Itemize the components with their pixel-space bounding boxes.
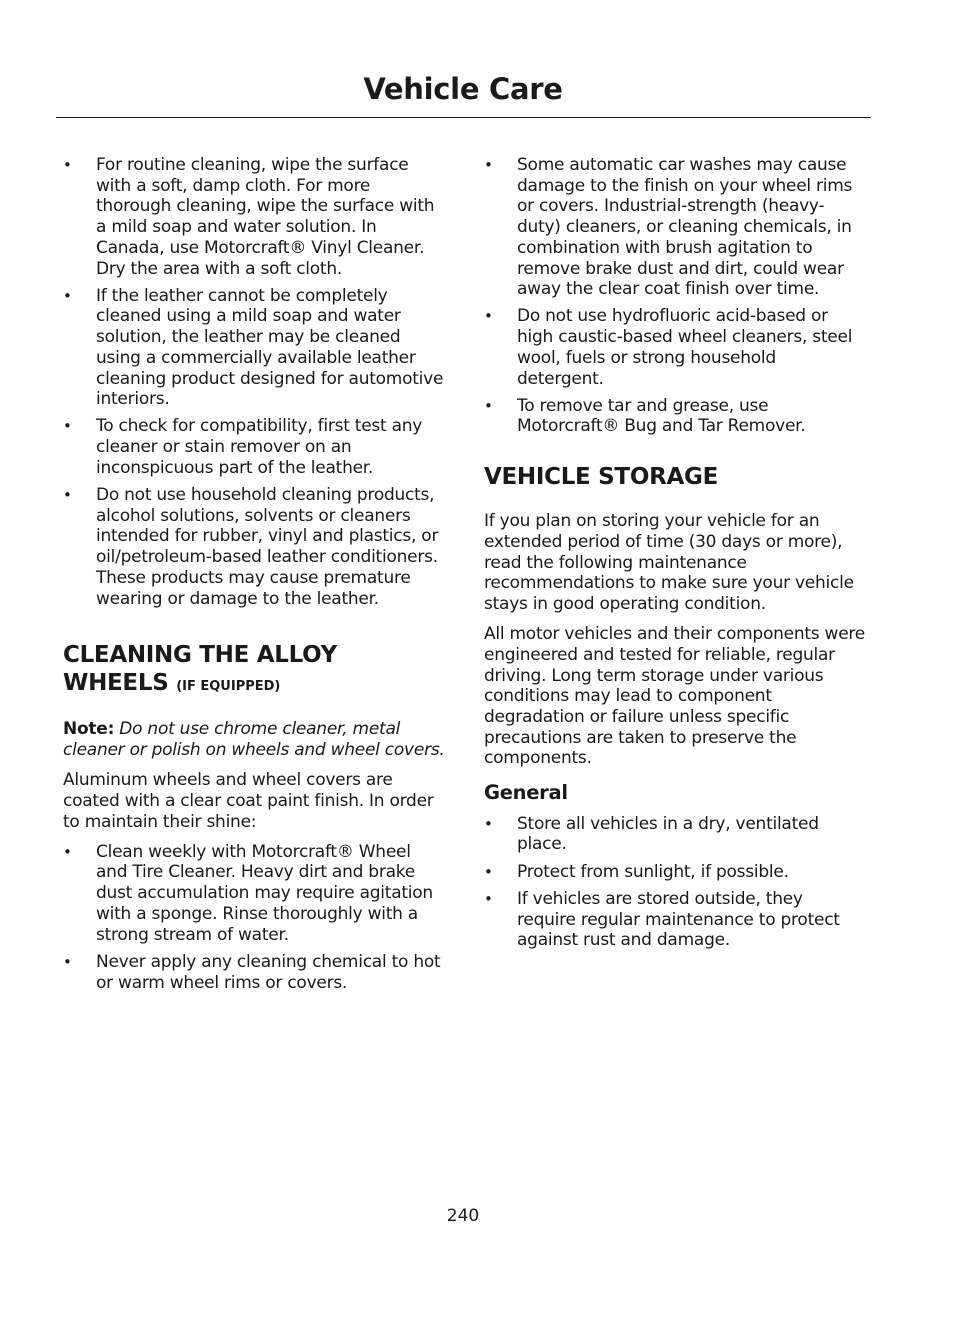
- vehicle-storage-heading: VEHICLE STORAGE: [484, 464, 718, 491]
- list-item: [63, 416, 445, 478]
- bullet-icon: •: [484, 156, 493, 174]
- list-item: [63, 842, 445, 946]
- list-item: [484, 814, 866, 855]
- list-item: [63, 952, 445, 993]
- list-item-text: Do not use household cleaning products, alcohol solutions, solvents or cleaners intended for rubber, vinyl and plastics, or oil/petroleum-based leather conditioners. These products may cause premature wearing or damage to the leather.: [96, 485, 439, 609]
- page-number: 240: [446, 1206, 480, 1226]
- list-item: [484, 862, 866, 883]
- wheel-care-list: [484, 155, 866, 437]
- general-heading: General: [484, 781, 568, 805]
- list-item-text: Some automatic car washes may cause damage to the finish on your wheel rims or covers. Industrial-strength (heavy-duty) cleaners, or cleaning chemicals, in combination with brush agitation to remove brake dust and dirt, could wear away the clear coat finish over time.: [517, 155, 853, 300]
- list-item-text: Never apply any cleaning chemical to hot or warm wheel rims or covers.: [96, 951, 441, 993]
- bullet-icon: •: [63, 842, 72, 861]
- list-item-text: Do not use hydrofluoric acid-based or high caustic-based wheel cleaners, steel wool, fuels or strong household detergent.: [517, 306, 853, 389]
- list-item: [63, 485, 445, 609]
- list-item-text: Clean weekly with Motorcraft® Wheel and Tire Cleaner. Heavy dirt and brake dust accumulation may require agitation with a sponge. Rinse thoroughly with a strong stream of water.: [96, 841, 433, 945]
- alloy-wheels-heading: [63, 641, 445, 701]
- alloy-paragraph: Aluminum wheels and wheel covers are coated with a clear coat paint finish. In order to maintain their shine:: [63, 770, 434, 832]
- left-column: [63, 155, 445, 1000]
- list-item-text: If the leather cannot be completely cleaned using a mild soap and water solution, the leather may be cleaned using a commercially available leather cleaning product designed for automotive interiors.: [96, 285, 444, 410]
- list-item-text: For routine cleaning, wipe the surface with a soft, damp cloth. For more thorough cleaning, wipe the surface with a mild soap and water solution. In Canada, use Motorcraft® Vinyl Cleaner. Dry the area with a soft cloth.: [96, 155, 435, 279]
- list-item: [63, 286, 445, 410]
- bullet-icon: •: [63, 486, 72, 505]
- if-equipped-label: (IF EQUIPPED): [176, 679, 281, 695]
- list-item: [63, 155, 445, 279]
- note-text: Do not use chrome cleaner, metal cleaner or polish on wheels and wheel covers.: [63, 719, 445, 760]
- bullet-icon: •: [63, 286, 72, 305]
- bullet-icon: •: [484, 889, 493, 908]
- list-item: [484, 889, 866, 951]
- list-item-text: If vehicles are stored outside, they require regular maintenance to protect against rust and damage.: [517, 888, 840, 951]
- leather-care-list: [63, 155, 445, 609]
- storage-paragraph: If you plan on storing your vehicle for an extended period of time (30 days or more), read the following maintenance recommendations to make sure your vehicle stays in good operating condition.: [484, 511, 854, 614]
- bullet-icon: •: [63, 952, 72, 971]
- right-column: [484, 155, 866, 958]
- alloy-care-list: [63, 842, 445, 993]
- note-label: Note:: [63, 719, 115, 740]
- storage-paragraph: All motor vehicles and their components were engineered and tested for reliable, regular driving. Long term storage under various conditions may lead to component degradation or failure unless specific precautions are taken to preserve the components.: [484, 624, 865, 769]
- title-divider: [56, 117, 871, 118]
- bullet-icon: •: [484, 814, 493, 833]
- bullet-icon: •: [484, 862, 493, 881]
- alloy-wheels-heading-text: CLEANING THE ALLOY WHEELS: [63, 642, 337, 697]
- note-paragraph: [63, 719, 445, 760]
- general-storage-list: [484, 814, 866, 951]
- list-item-text: To remove tar and grease, use Motorcraft® Bug and Tar Remover.: [517, 395, 806, 437]
- list-item: [484, 155, 866, 300]
- page-title: Vehicle Care: [363, 72, 563, 106]
- list-item: [484, 306, 866, 389]
- list-item: [484, 396, 866, 437]
- bullet-icon: •: [63, 417, 72, 436]
- bullet-icon: •: [63, 156, 72, 174]
- list-item-text: Protect from sunlight, if possible.: [517, 861, 789, 882]
- bullet-icon: •: [484, 307, 493, 326]
- bullet-icon: •: [484, 396, 493, 415]
- list-item-text: Store all vehicles in a dry, ventilated place.: [517, 813, 819, 855]
- list-item-text: To check for compatibility, first test any cleaner or stain remover on an inconspicuous part of the leather.: [96, 416, 423, 478]
